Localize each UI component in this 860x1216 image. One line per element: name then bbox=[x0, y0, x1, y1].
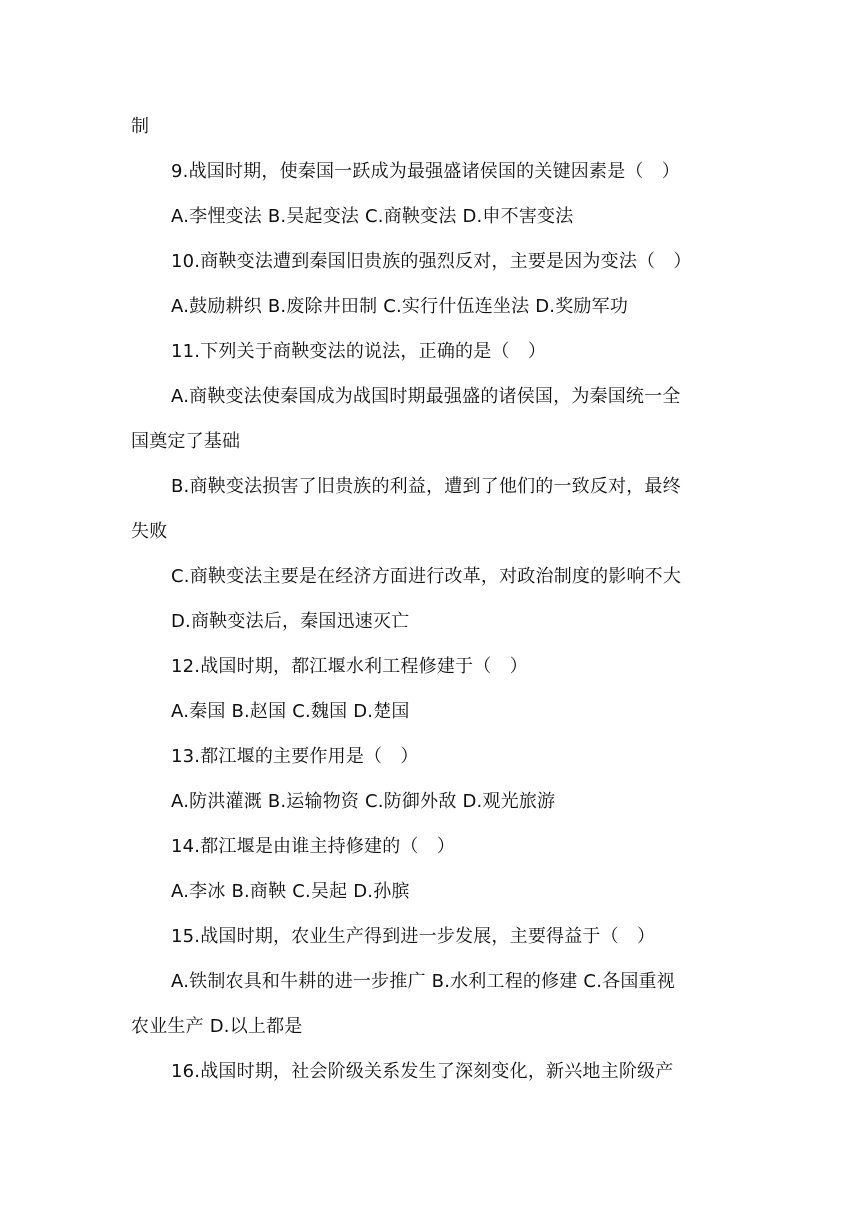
text-line: 制 bbox=[131, 116, 150, 137]
answer-options-line: A.铁制农具和牛耕的进一步推广 B.水利工程的修建 C.各国重视 bbox=[171, 971, 675, 992]
question-line: 14.都江堰是由谁主持修建的（ ） bbox=[171, 836, 456, 857]
answer-options-line: A.防洪灌溉 B.运输物资 C.防御外敌 D.观光旅游 bbox=[171, 791, 556, 812]
question-line: 9.战国时期，使秦国一跃成为最强盛诸侯国的关键因素是（ ） bbox=[171, 161, 680, 182]
question-line: 15.战国时期，农业生产得到进一步发展，主要得益于（ ） bbox=[171, 926, 656, 947]
question-line: 12.战国时期，都江堰水利工程修建于（ ） bbox=[171, 656, 528, 677]
question-line: 11.下列关于商鞅变法的说法，正确的是（ ） bbox=[171, 341, 547, 362]
answer-option-line: B.商鞅变法损害了旧贵族的利益，遭到了他们的一致反对，最终 bbox=[171, 476, 681, 497]
answer-option-line: A.商鞅变法使秦国成为战国时期最强盛的诸侯国，为秦国统一全 bbox=[171, 386, 681, 407]
answer-options-continuation-line: 农业生产 D.以上都是 bbox=[131, 1016, 303, 1037]
question-line: 16.战国时期，社会阶级关系发生了深刻变化，新兴地主阶级产 bbox=[171, 1061, 674, 1082]
answer-option-line: D.商鞅变法后，秦国迅速灭亡 bbox=[171, 611, 410, 632]
answer-options-line: A.鼓励耕织 B.废除井田制 C.实行什伍连坐法 D.奖励军功 bbox=[171, 296, 629, 317]
answer-options-line: A.秦国 B.赵国 C.魏国 D.楚国 bbox=[171, 701, 410, 722]
answer-option-continuation-line: 失败 bbox=[131, 521, 168, 542]
question-line: 13.都江堰的主要作用是（ ） bbox=[171, 746, 419, 767]
document-body bbox=[131, 104, 731, 1094]
answer-option-line: C.商鞅变法主要是在经济方面进行改革，对政治制度的影响不大 bbox=[171, 566, 682, 587]
answer-options-line: A.李悝变法 B.吴起变法 C.商鞅变法 D.申不害变法 bbox=[171, 206, 574, 227]
answer-option-continuation-line: 国奠定了基础 bbox=[131, 431, 241, 452]
question-line: 10.商鞅变法遭到秦国旧贵族的强烈反对，主要是因为变法（ ） bbox=[171, 251, 692, 272]
answer-options-line: A.李冰 B.商鞅 C.吴起 D.孙膑 bbox=[171, 881, 410, 902]
